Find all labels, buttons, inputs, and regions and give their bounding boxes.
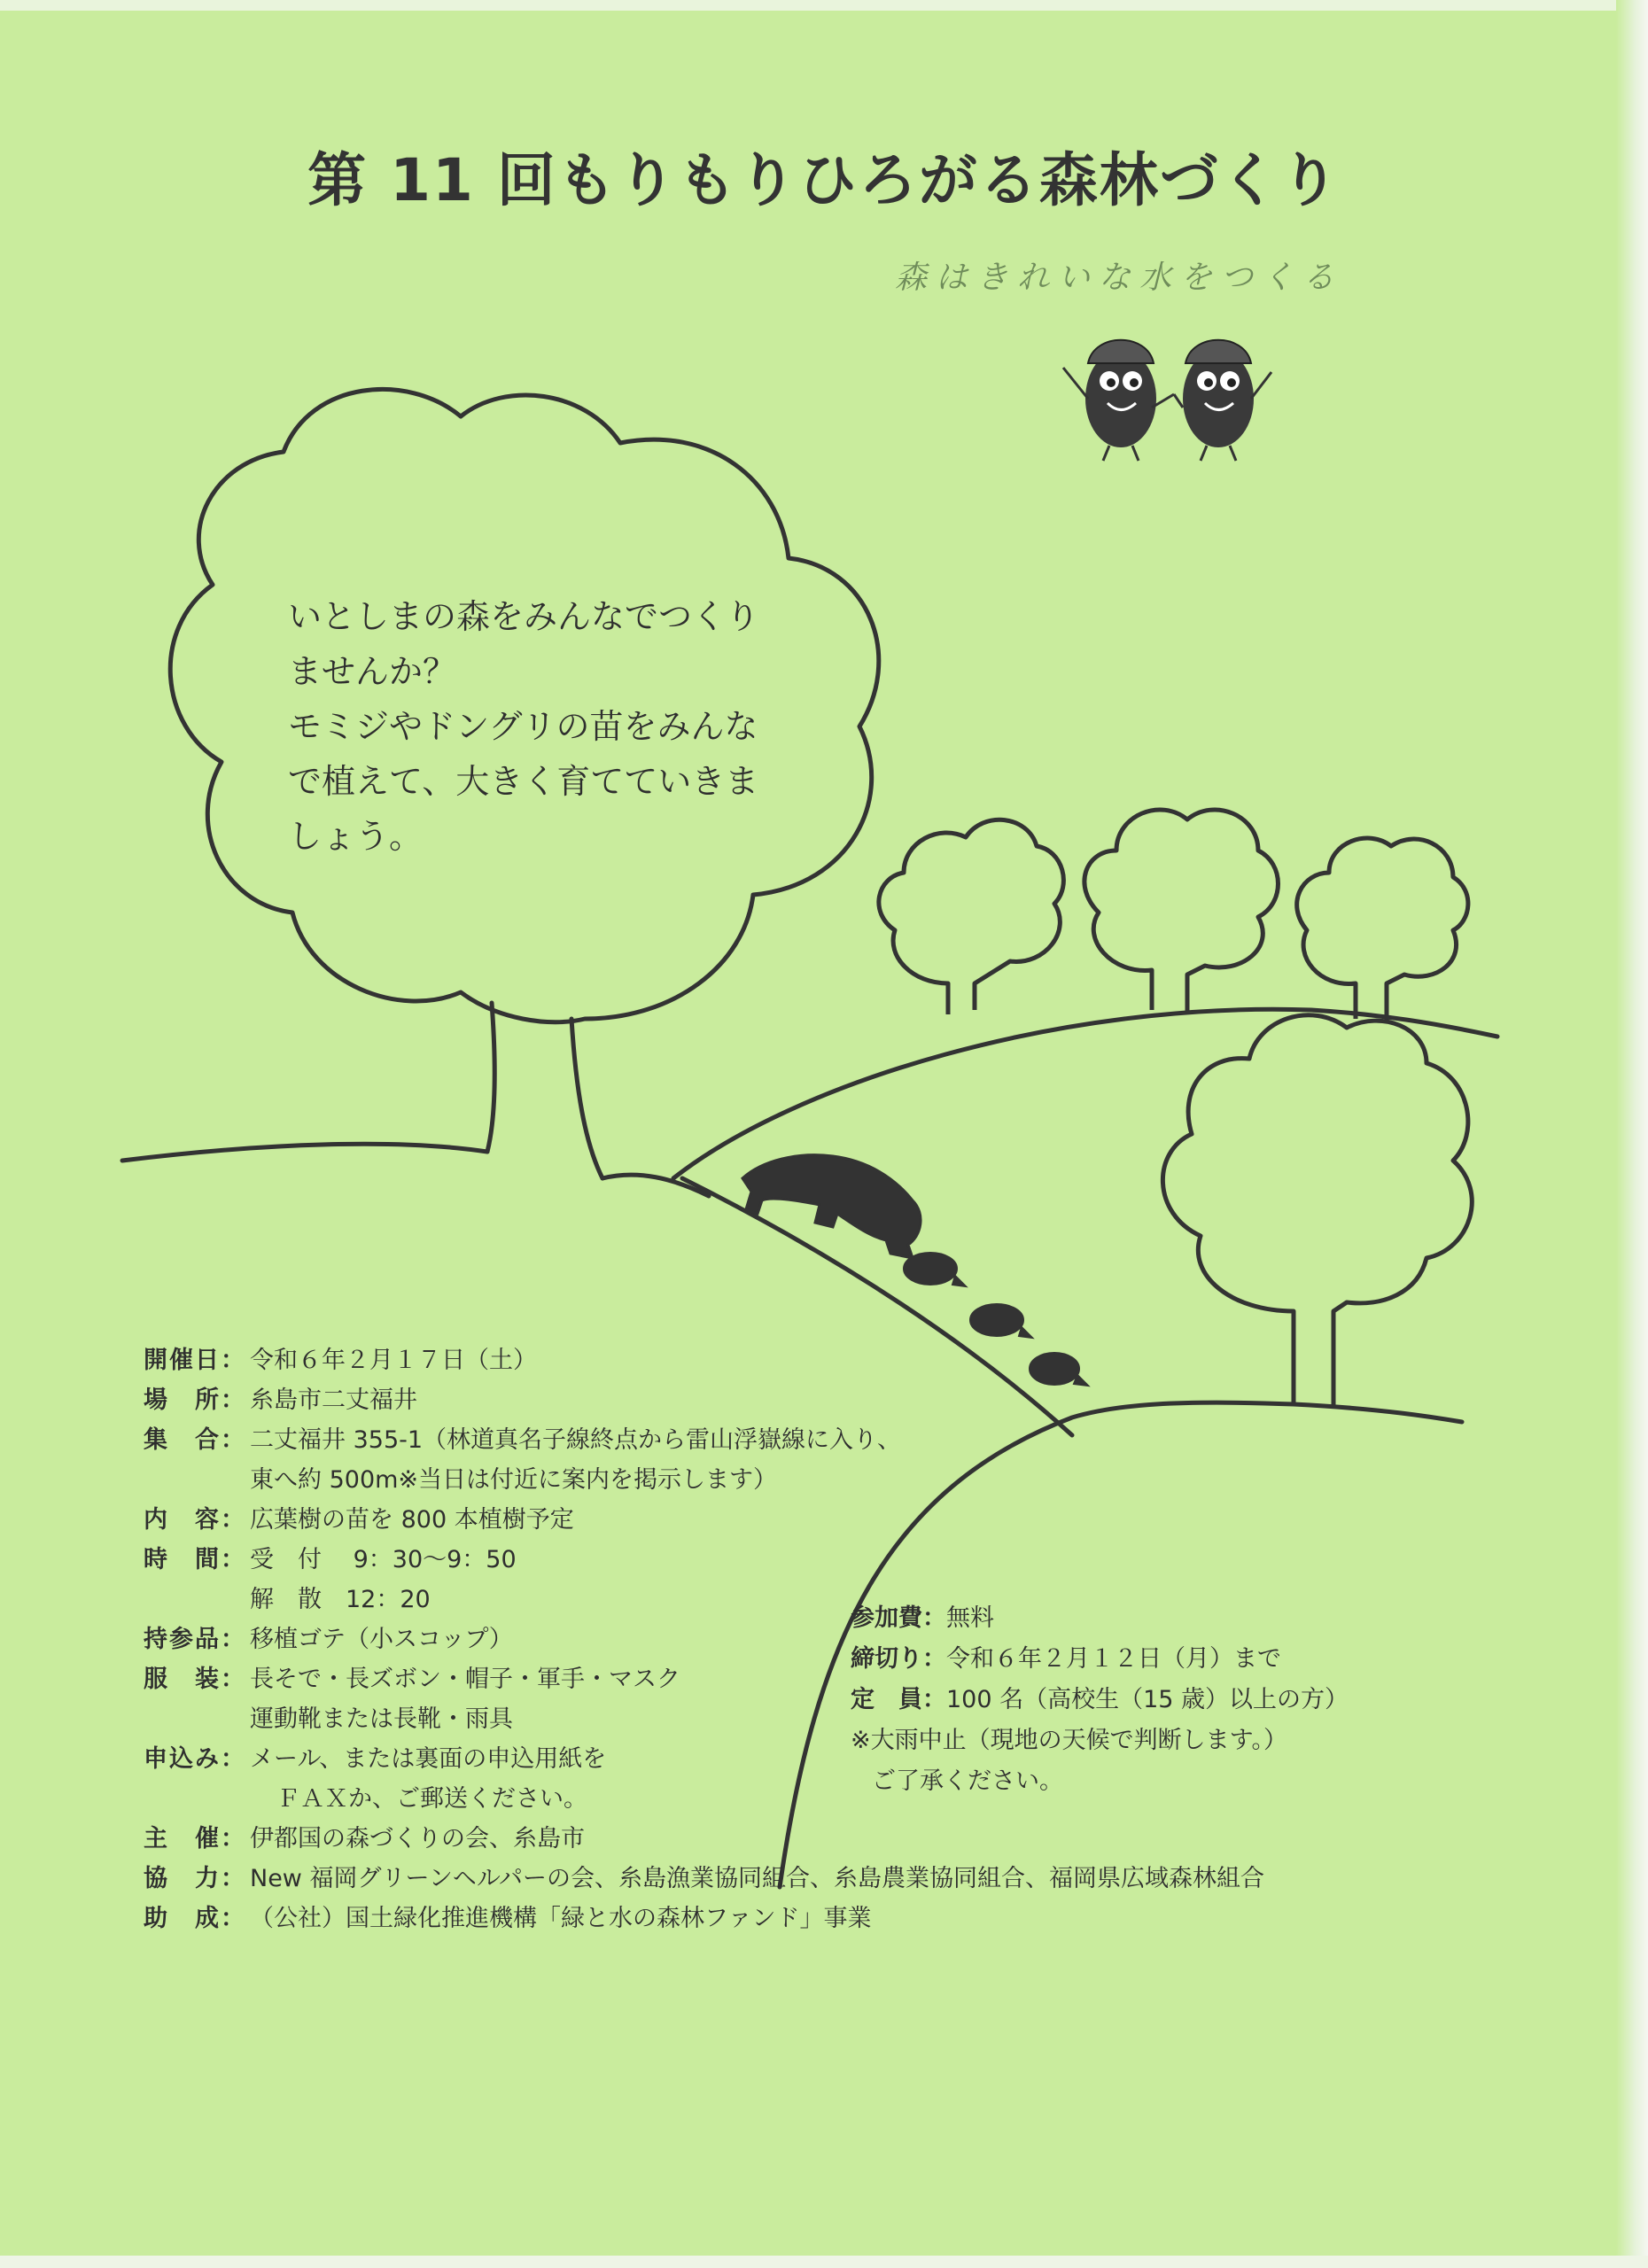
boar-icon [904,1253,966,1286]
tree-icon [1297,838,1468,1023]
fee-value: 無料 [946,1604,994,1632]
grant-label: 助 成： [144,1905,246,1932]
host-label: 主 催： [144,1825,246,1852]
grant-row [144,1896,1264,1936]
acorn-mascot-icon [1063,340,1174,461]
rain-note-2: ご了承ください。 [872,1767,1063,1795]
clothes-value-2: 運動靴または長靴・雨具 [250,1705,513,1733]
deadline-row [851,1635,1349,1676]
time-value-2: 解 散 12：20 [250,1586,431,1613]
fee-row [851,1595,1349,1635]
date-row [144,1338,1264,1378]
boar-icon [742,1155,921,1258]
bubble-line: で植えて、大きく育てていきま [288,762,759,801]
deadline-label: 締切り： [851,1644,946,1673]
apply-label: 申込み： [144,1745,246,1773]
place-row [144,1378,1264,1418]
meet-value: 二丈福井 355-1（林道真名子線終点から雷山浮嶽線に入り、 [250,1426,902,1454]
subtitle: 森はきれいな水をつくる [895,260,1344,296]
meet-value-2: 東へ約 500m※当日は付近に案内を掲示します） [250,1466,778,1494]
apply-value: メール、または裏面の申込用紙を [250,1745,607,1773]
meet-label: 集 合： [144,1426,246,1454]
date-value: 令和６年２月１７日（土） [250,1347,537,1374]
date-label: 開催日： [144,1347,246,1374]
bubble-message [288,589,784,864]
meet-row-cont [144,1457,1264,1497]
content-row [144,1497,1264,1537]
capacity-row [851,1676,1349,1717]
bubble-line: ませんか？ [288,652,457,691]
tree-icon [1084,810,1279,1012]
bubble-line: しょう。 [288,817,424,856]
time-value: 受 付 9：30〜9：50 [250,1546,517,1573]
host-row [144,1816,1264,1856]
meet-row [144,1418,1264,1457]
bubble-line: モミジやドングリの苗をみんな [288,707,758,746]
coop-row [144,1856,1264,1896]
coop-label: 協 力： [144,1865,246,1892]
page-title: 第 11 回もりもりひろがる森林づくり [307,146,1341,214]
clothes-label: 服 装： [144,1666,246,1693]
place-label: 場 所： [144,1386,246,1414]
place-value: 糸島市二丈福井 [250,1386,417,1414]
content-label: 内 容： [144,1506,246,1534]
apply-value-2: ＦＡＸか、ご郵送ください。 [276,1785,587,1813]
capacity-label: 定 員： [851,1685,946,1713]
tree-icon [879,819,1064,1014]
time-row [144,1537,1264,1577]
time-label: 時 間： [144,1546,246,1573]
host-value: 伊都国の森づくりの会、糸島市 [250,1825,585,1852]
grant-value: （公社）国土緑化推進機構「緑と水の森林ファンド」事業 [250,1905,872,1932]
bring-label: 持参品： [144,1626,246,1653]
bring-value: 移植ゴテ（小スコップ） [250,1626,513,1653]
coop-value: New 福岡グリーンヘルパーの会、糸島漁業協同組合、糸島農業協同組合、福岡県広域森林組合 [250,1865,1265,1892]
deadline-value: 令和６年２月１２日（月）まで [946,1644,1281,1673]
fee-label: 参加費： [851,1604,946,1632]
clothes-value: 長そで・長ズボン・帽子・軍手・マスク [250,1666,680,1693]
rain-note: ※大雨中止（現地の天候で判断します。） [851,1726,1287,1754]
side-info [851,1595,1349,1798]
capacity-value: 100 名（高校生（15 歳）以上の方） [946,1685,1349,1713]
boar-icon [970,1304,1032,1338]
acorn-mascot-icon [1174,340,1271,461]
bubble-line: いとしまの森をみんなでつくり [288,597,760,636]
content-value: 広葉樹の苗を 800 本植樹予定 [250,1506,574,1534]
